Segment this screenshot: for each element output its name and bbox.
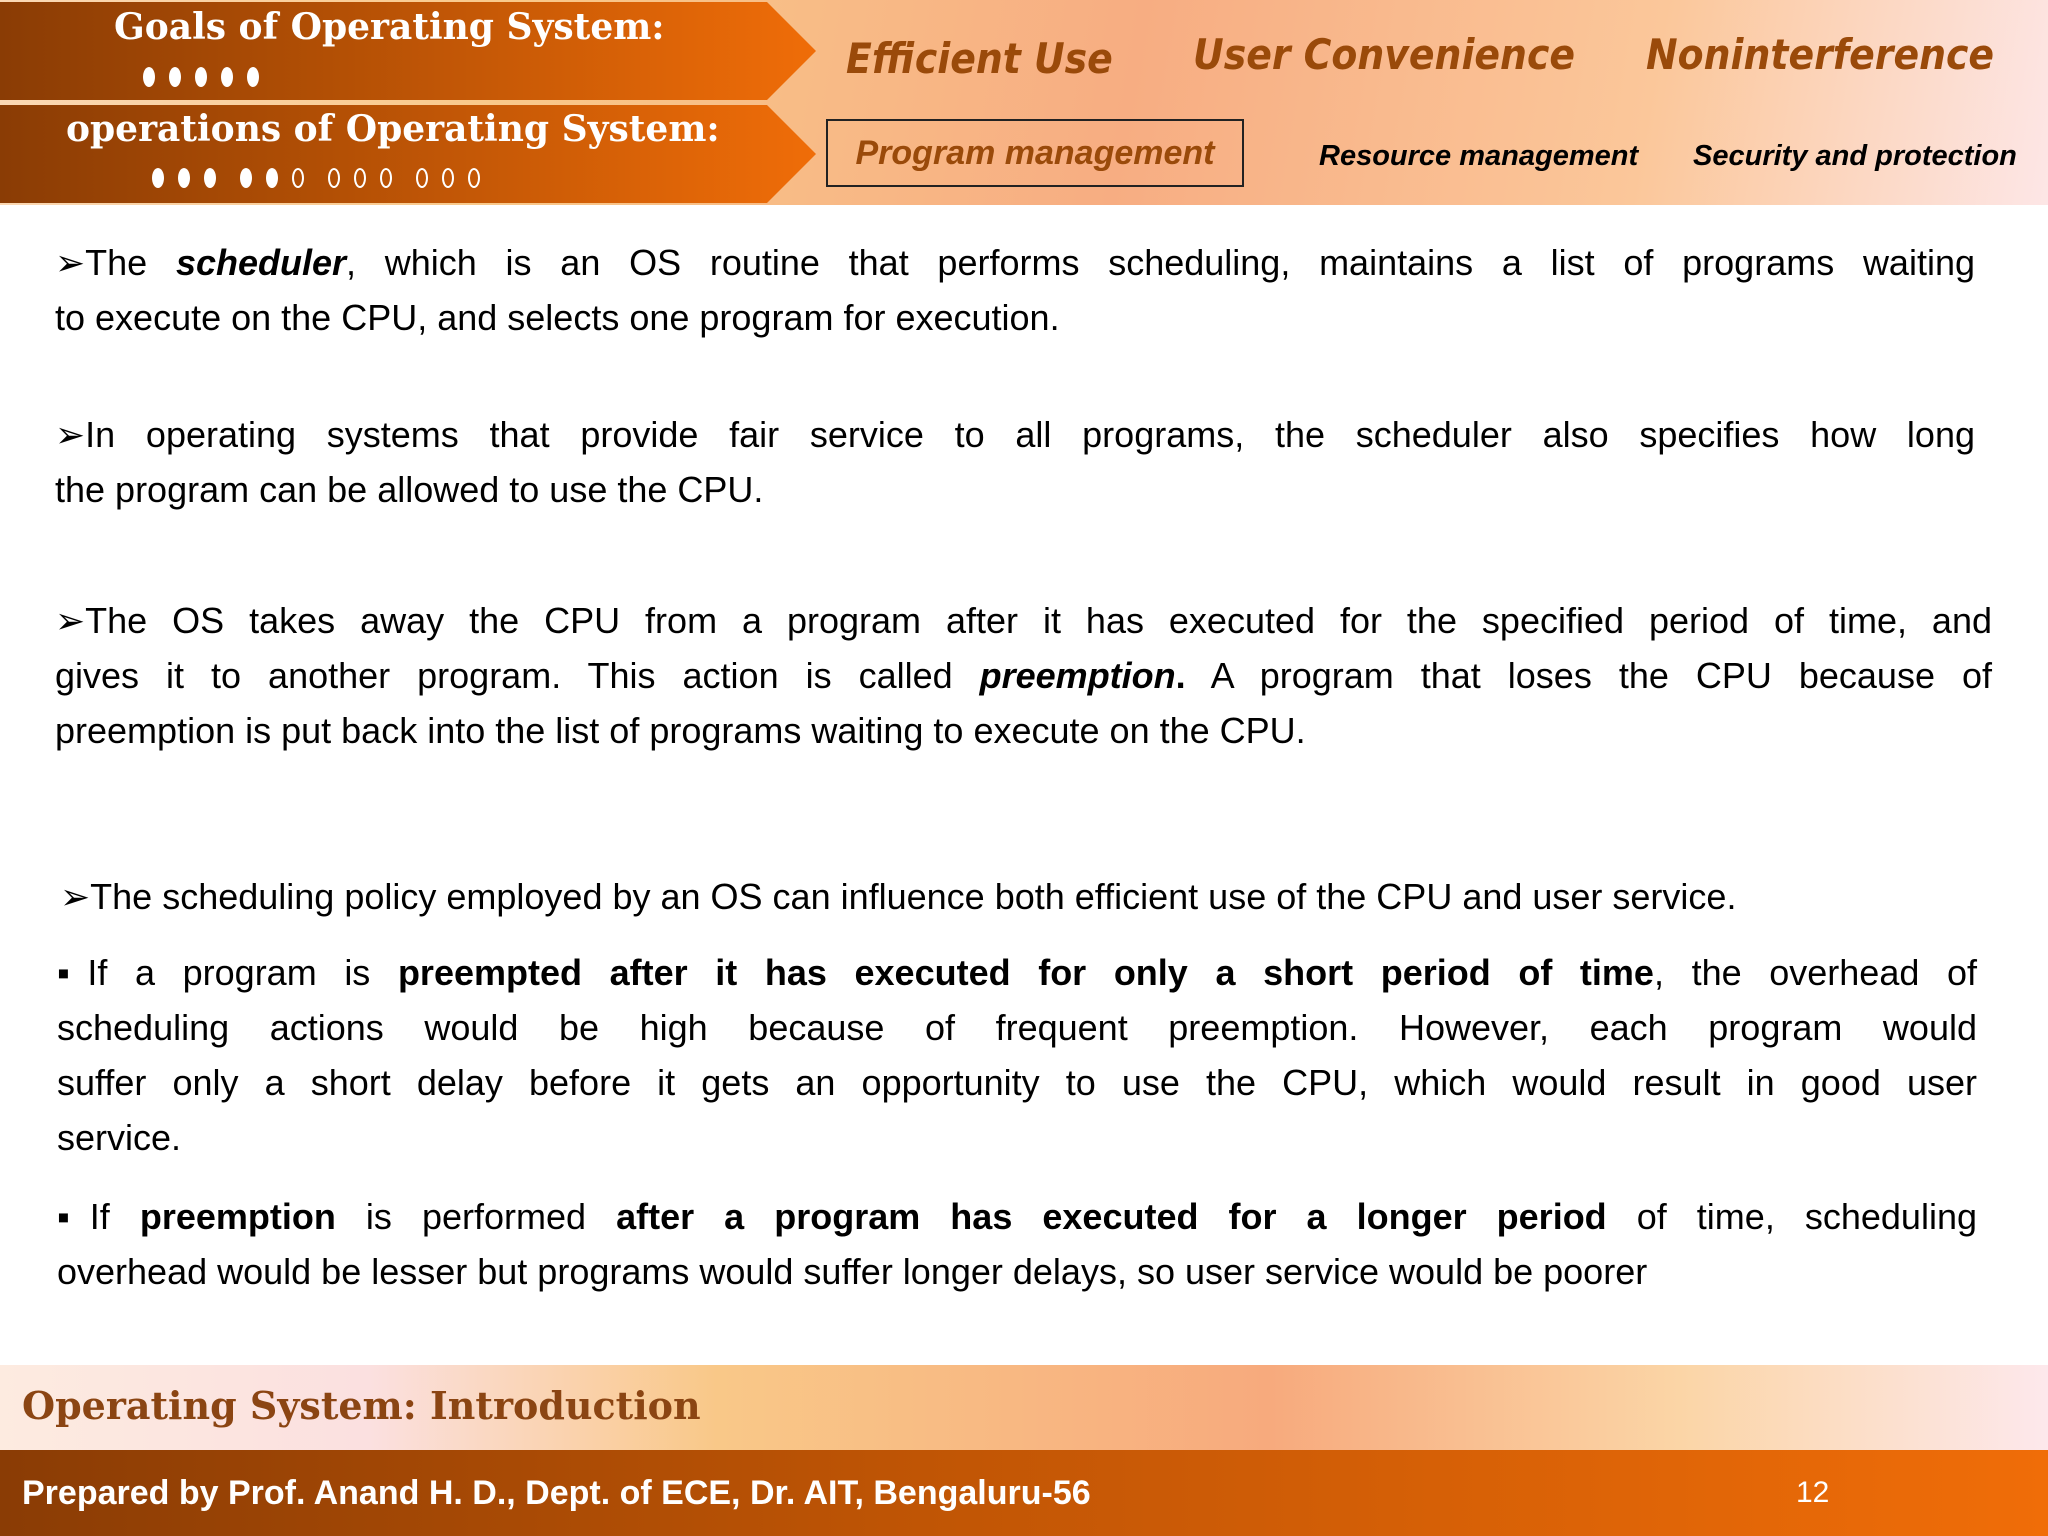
text-run: ➢The OS takes away the CPU from a program after it has executed for the specified period of time, and	[55, 600, 1992, 641]
hollow-dot	[292, 168, 304, 188]
goals-progress-dots	[143, 67, 259, 87]
footer-credit-band	[0, 1450, 2048, 1536]
text-run: , the overhead of	[1653, 952, 1977, 993]
operation-resource-management[interactable]: Resource management	[1319, 140, 1639, 172]
paragraph-line	[57, 945, 1977, 1000]
paragraph-line	[57, 1055, 1977, 1110]
emphasized-text: preemption	[139, 1196, 336, 1237]
text-run: ▪If a program is	[57, 952, 398, 993]
hollow-dot	[442, 168, 454, 188]
paragraph-line	[55, 703, 1992, 758]
operations-title: operations of Operating System:	[66, 108, 720, 150]
paragraph-line	[55, 462, 1975, 517]
text-run: ➢The scheduling policy employed by an OS can influence both efficient use of the CPU and user service.	[60, 876, 1737, 917]
text-run: is performed	[335, 1196, 617, 1237]
emphasized-text: .	[1175, 655, 1186, 696]
footer-subtitle: Operating System: Introduction	[22, 1383, 701, 1428]
goal-efficient-use: Efficient Use	[846, 34, 1113, 83]
paragraph-line	[55, 648, 1992, 703]
emphasized-text: after a program has executed for a longer period	[616, 1196, 1607, 1237]
paragraph-line	[57, 1189, 1977, 1244]
text-run: ➢In operating systems that provide fair service to all programs, the scheduler also specifies how long	[55, 414, 1975, 455]
filled-dot	[195, 67, 207, 87]
text-run: A program that loses the CPU because of	[1185, 655, 1992, 696]
emphasized-text: preempted after it has executed for only a short period of time	[397, 952, 1654, 993]
text-run: preemption is put back into the list of programs waiting to execute on the CPU.	[55, 710, 1306, 751]
paragraph-line	[55, 235, 1975, 290]
operation-security-protection[interactable]: Security and protection	[1693, 140, 2017, 172]
hollow-dot	[328, 168, 340, 188]
footer-subtitle-band	[0, 1365, 2048, 1450]
goal-noninterference: Noninterference	[1646, 30, 1995, 79]
paragraph-longer-period	[57, 1189, 1977, 1299]
text-run: , which is an OS routine that performs scheduling, maintains a list of programs waiting	[346, 242, 1975, 283]
text-run: service.	[57, 1117, 182, 1158]
hollow-dot	[468, 168, 480, 188]
text-run: scheduling actions would be high because of frequent preemption. However, each program would	[57, 1007, 1977, 1048]
emphasized-text: scheduler	[175, 242, 347, 283]
text-run: gives it to another program. This action is called	[55, 655, 980, 696]
filled-dot	[221, 67, 233, 87]
page-number: 12	[1796, 1476, 1830, 1509]
paragraph-fair-service	[55, 407, 1975, 517]
paragraph-short-period	[57, 945, 1977, 1165]
text-run: overhead would be lesser but programs would suffer longer delays, so user service would be poorer	[57, 1251, 1648, 1292]
hollow-dot	[354, 168, 366, 188]
text-run: ▪If	[57, 1196, 140, 1237]
footer-prepared-by: Prepared by Prof. Anand H. D., Dept. of ECE, Dr. AIT, Bengaluru-56	[22, 1474, 1091, 1512]
filled-dot	[152, 168, 164, 188]
filled-dot	[143, 67, 155, 87]
hollow-dot	[416, 168, 428, 188]
filled-dot	[178, 168, 190, 188]
paragraph-line	[55, 593, 1992, 648]
text-run: of time, scheduling	[1606, 1196, 1977, 1237]
text-run: the program can be allowed to use the CPU.	[55, 469, 764, 510]
paragraph-preemption	[55, 593, 1992, 758]
filled-dot	[240, 168, 252, 188]
filled-dot	[204, 168, 216, 188]
paragraph-line	[57, 1110, 1977, 1165]
operation-program-management-label: Program management	[855, 133, 1215, 172]
paragraph-scheduler	[55, 235, 1975, 345]
text-run: ➢The	[55, 242, 176, 283]
filled-dot	[247, 67, 259, 87]
operations-progress-dots	[152, 168, 480, 188]
text-run: suffer only a short delay before it gets an opportunity to use the CPU, which would result in good user	[57, 1062, 1977, 1103]
emphasized-text: preemption	[979, 655, 1176, 696]
paragraph-line	[60, 869, 1975, 924]
hollow-dot	[380, 168, 392, 188]
paragraph-line	[57, 1000, 1977, 1055]
text-run: to execute on the CPU, and selects one program for execution.	[55, 297, 1060, 338]
paragraph-line	[55, 290, 1975, 345]
goals-title: Goals of Operating System:	[114, 6, 665, 48]
filled-dot	[266, 168, 278, 188]
paragraph-scheduling-policy	[60, 869, 1975, 924]
goal-user-convenience: User Convenience	[1193, 30, 1575, 79]
paragraph-line	[57, 1244, 1977, 1299]
filled-dot	[169, 67, 181, 87]
operation-program-management-active[interactable]	[826, 119, 1244, 187]
paragraph-line	[55, 407, 1975, 462]
